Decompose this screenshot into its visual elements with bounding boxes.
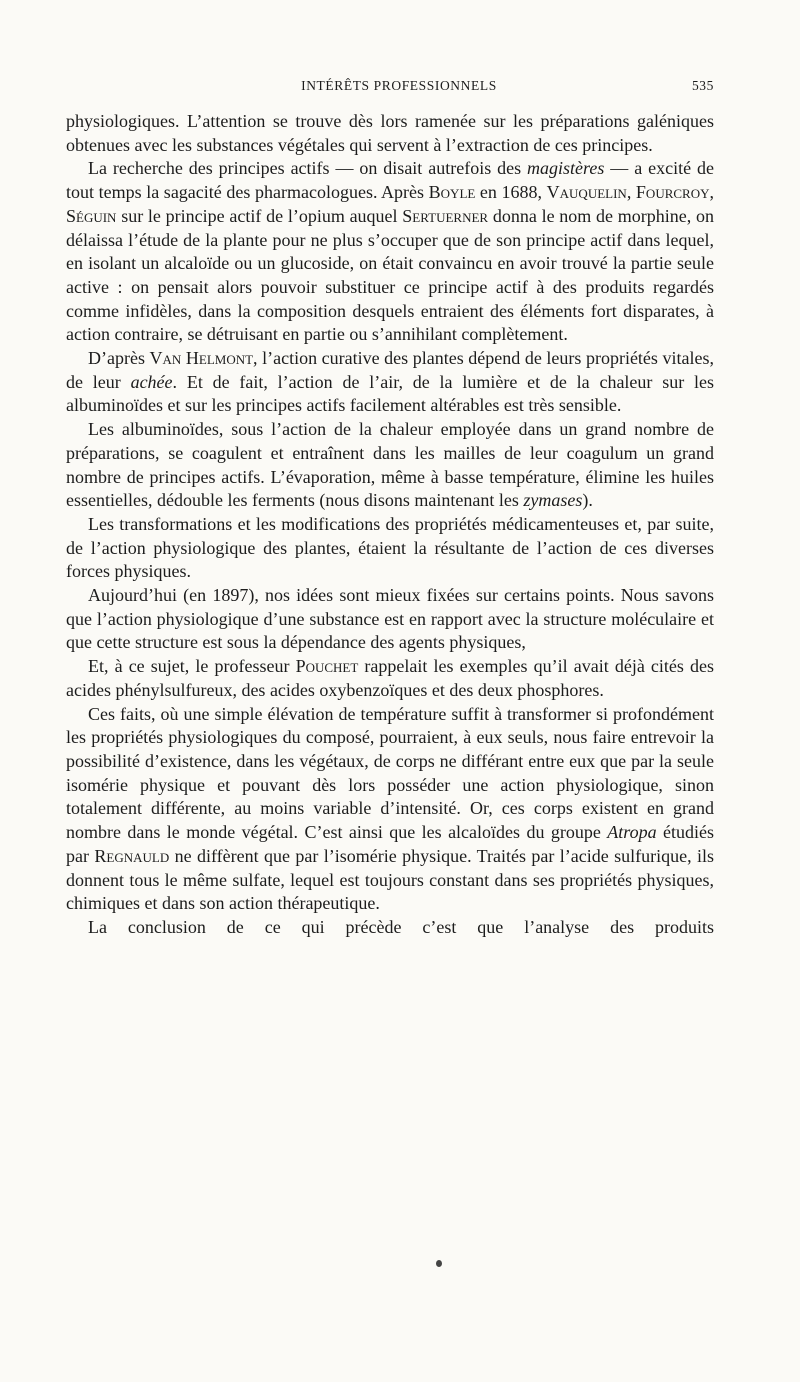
running-header (66, 78, 714, 104)
text-run: — a excité de tout temps la sagacité des pharmacologues. Après (66, 158, 715, 203)
text-run: rappelait les exemples qu’il avait déjà cités des acides phénylsulfureux, des acides oxybenzoïques et des deux phosphores. (66, 656, 715, 700)
ink-speck (436, 1260, 442, 1267)
text-run: , (626, 182, 636, 203)
paragraph (66, 347, 714, 418)
paragraph (66, 157, 714, 347)
text-run: sur le principe actif de l’opium auquel (116, 205, 403, 226)
italic-term: Atropa (607, 822, 657, 843)
author-name: Pouchet (295, 656, 359, 677)
text-run: Les transformations et les modifications des propriétés médicamenteuses et, par suite, de l’action physiologique des plantes, étaient la résultante de l’action de ces diverses forces physiques. (66, 513, 714, 582)
author-name: Regnauld (94, 845, 170, 866)
text-run: physiologiques. L’attention se trouve dès lors ramenée sur les préparations galéniques obtenues avec les substances végétales qui servent à l’extraction de ces principes. (66, 111, 714, 155)
paragraph (66, 584, 714, 655)
author-name: Van Helmont (149, 348, 254, 369)
paragraph (66, 418, 714, 513)
text-run: D’après (88, 348, 150, 369)
text-run: ). (582, 490, 593, 511)
text-run: étudiés par (66, 822, 714, 866)
author-name: Vauquelin (546, 182, 627, 203)
italic-term: achée (130, 371, 173, 392)
text-run: Ces faits, où une simple élévation de température suffit à transformer si profondément les propriétés physiologiques du composé, pourraient, à eux seuls, nous faire entrevoir la possibilité d’existence, dans les végétaux, de corps ne différant entre eux que par la seule isomérie physique et pouvant dès lors posséder une action physiologique, sinon totalement différente, au moins variable d’intensité. Or, ces corps existent en grand nombre dans le monde végétal. C’est ainsi que les alcaloïdes du groupe (66, 703, 714, 843)
author-name: Sertuerner (402, 205, 489, 226)
text-run: , (709, 182, 714, 203)
text-run: en 1688, (475, 182, 547, 203)
paragraph (66, 703, 714, 916)
text-run: Et, à ce sujet, le professeur (88, 656, 296, 677)
italic-term: zymases (523, 490, 583, 511)
book-page (66, 78, 714, 940)
text-run: La conclusion de ce qui précède c’est que l’analyse des produits (88, 916, 714, 937)
paragraph (66, 655, 714, 702)
text-run: Les albuminoïdes, sous l’action de la chaleur employée dans un grand nombre de préparations, se coagulent et entraînent dans les mailles de leur coagulum un grand nombre de principes actifs. L’évaporation, même à basse température, élimine les huiles essentielles, dédouble les ferments (nous disons maintenant les (66, 419, 714, 511)
author-name: Fourcroy (635, 182, 710, 203)
text-run: Aujourd’hui (en 1897), nos idées sont mieux fixées sur certains points. Nous savons que l’action physiologique d’une substance est en rapport avec la structure moléculaire et que cette structure est sous la dépendance des agents physiques, (66, 585, 714, 653)
italic-term: magistères (527, 158, 605, 179)
text-run: donna le nom de morphine, on délaissa l’étude de la plante pour ne plus s’occuper que de son principe actif dans lequel, en isolant un alcaloïde ou un glucoside, on était convaincu en avoir trouvé la partie seule active : on pensait alors pouvoir substituer ce principe actif à des produits regardés comme infidèles, dans la composition desquels entraient des éléments fort disparates, à action contraire, se détruisant en partie ou s’annihilant complètement. (66, 205, 714, 345)
author-name: Séguin (66, 205, 117, 226)
author-name: Boyle (428, 182, 476, 203)
text-run: La recherche des principes actifs — on disait autrefois des (88, 158, 528, 179)
paragraph (66, 110, 714, 157)
text-run: ne diffèrent que par l’isomérie physique. Traités par l’acide sulfurique, ils donnent tous le même sulfate, lequel est toujours constant dans ses propriétés physiques, chimiques et dans son action thérapeutique. (66, 845, 714, 914)
text-run: , l’action curative des plantes dépend de leurs propriétés vitales, de leur (66, 348, 714, 392)
page-number: 535 (691, 78, 714, 93)
paragraph (66, 916, 714, 940)
text-run: . Et de fait, l’action de l’air, de la lumière et de la chaleur sur les albuminoïdes et sur les principes actifs facilement altérables est très sensible. (66, 371, 714, 416)
paragraph (66, 513, 714, 584)
running-title: INTÉRÊTS PROFESSIONNELS (301, 78, 497, 93)
body-text (66, 110, 714, 940)
